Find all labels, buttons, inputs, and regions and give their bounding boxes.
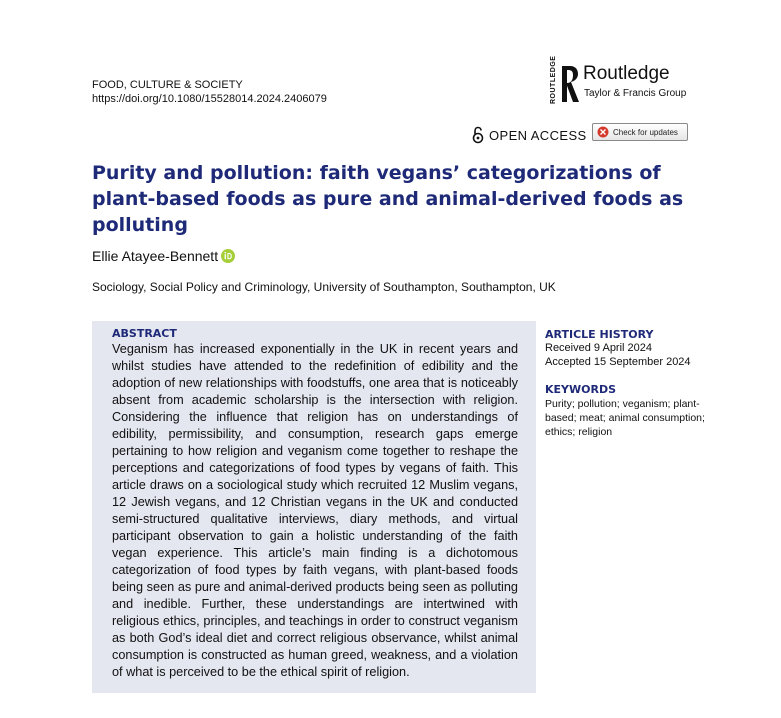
abstract-heading: ABSTRACT [112, 327, 177, 340]
author-affiliation: Sociology, Social Policy and Criminology, University of Southampton, Southampton, UK [92, 280, 556, 294]
open-lock-icon [472, 126, 484, 144]
author-name[interactable]: Ellie Atayee-Bennett [92, 248, 219, 264]
journal-name: FOOD, CULTURE & SOCIETY [92, 79, 243, 91]
doi-link[interactable]: https://doi.org/10.1080/15528014.2024.2406079 [92, 93, 327, 105]
check-for-updates-label: Check for updates [613, 127, 678, 137]
article-history-heading: ARTICLE HISTORY [545, 328, 654, 341]
crossmark-icon [597, 126, 609, 138]
article-title: Purity and pollution: faith vegans’ categorizations of plant-based foods as pure and animal-derived foods as polluting [92, 162, 684, 236]
keywords-heading: KEYWORDS [545, 383, 617, 396]
received-date: Received 9 April 2024 [545, 342, 653, 354]
publisher-brand: Routledge [583, 63, 670, 84]
keywords-section [545, 383, 715, 439]
accepted-date: Accepted 15 September 2024 [545, 356, 691, 368]
open-access-label: OPEN ACCESS [489, 127, 587, 143]
publisher-vertical-text: ROUTLEDGE [550, 55, 557, 104]
orcid-icon[interactable] [221, 249, 235, 263]
open-access-badge [472, 126, 587, 144]
keywords-list: Purity; pollution; veganism; plant-based; meat; animal consumption; ethics; religion [545, 398, 705, 438]
abstract-box [92, 321, 536, 693]
abstract-text: Veganism has increased exponentially in the UK in recent years and whilst studies have attended to the redefinition of edibility and the adoption of new relationships with foodstuffs, one area that is noticeably absent from academic scholarship is the intersection with religion. Considering the influence that religion has on understandings of edibility, permissibility, and consumption, research gaps emerge pertaining to how religion and veganism come together to reshape the perceptions and categorizations of food types by vegans of faith. This article draws on a sociological study which recruited 12 Muslim vegans, 12 Jewish vegans, and 12 Christian vegans in the UK and conducted semi-structured qualitative interviews, diary methods, and virtual participant observation to gain a holistic understanding of the faith vegan experience. This article’s main finding is a dichotomous categorization of food types by faith vegans, with plant-based foods being seen as pure and animal-derived products being seen as polluting and inedible. Further, these understandings are intertwined with religious ethics, principles, and teachings in order to construct veganism as both God’s ideal diet and correct religious observance, whilst animal consumption is constructed as human greed, weakness, and a violation of what is perceived to be the ethical spirit of religion. [112, 342, 518, 679]
publisher-group: Taylor & Francis Group [584, 88, 687, 99]
publisher-logo[interactable] [548, 55, 693, 106]
check-for-updates-button[interactable] [592, 123, 688, 141]
author-line [92, 247, 235, 265]
article-history [545, 328, 725, 369]
